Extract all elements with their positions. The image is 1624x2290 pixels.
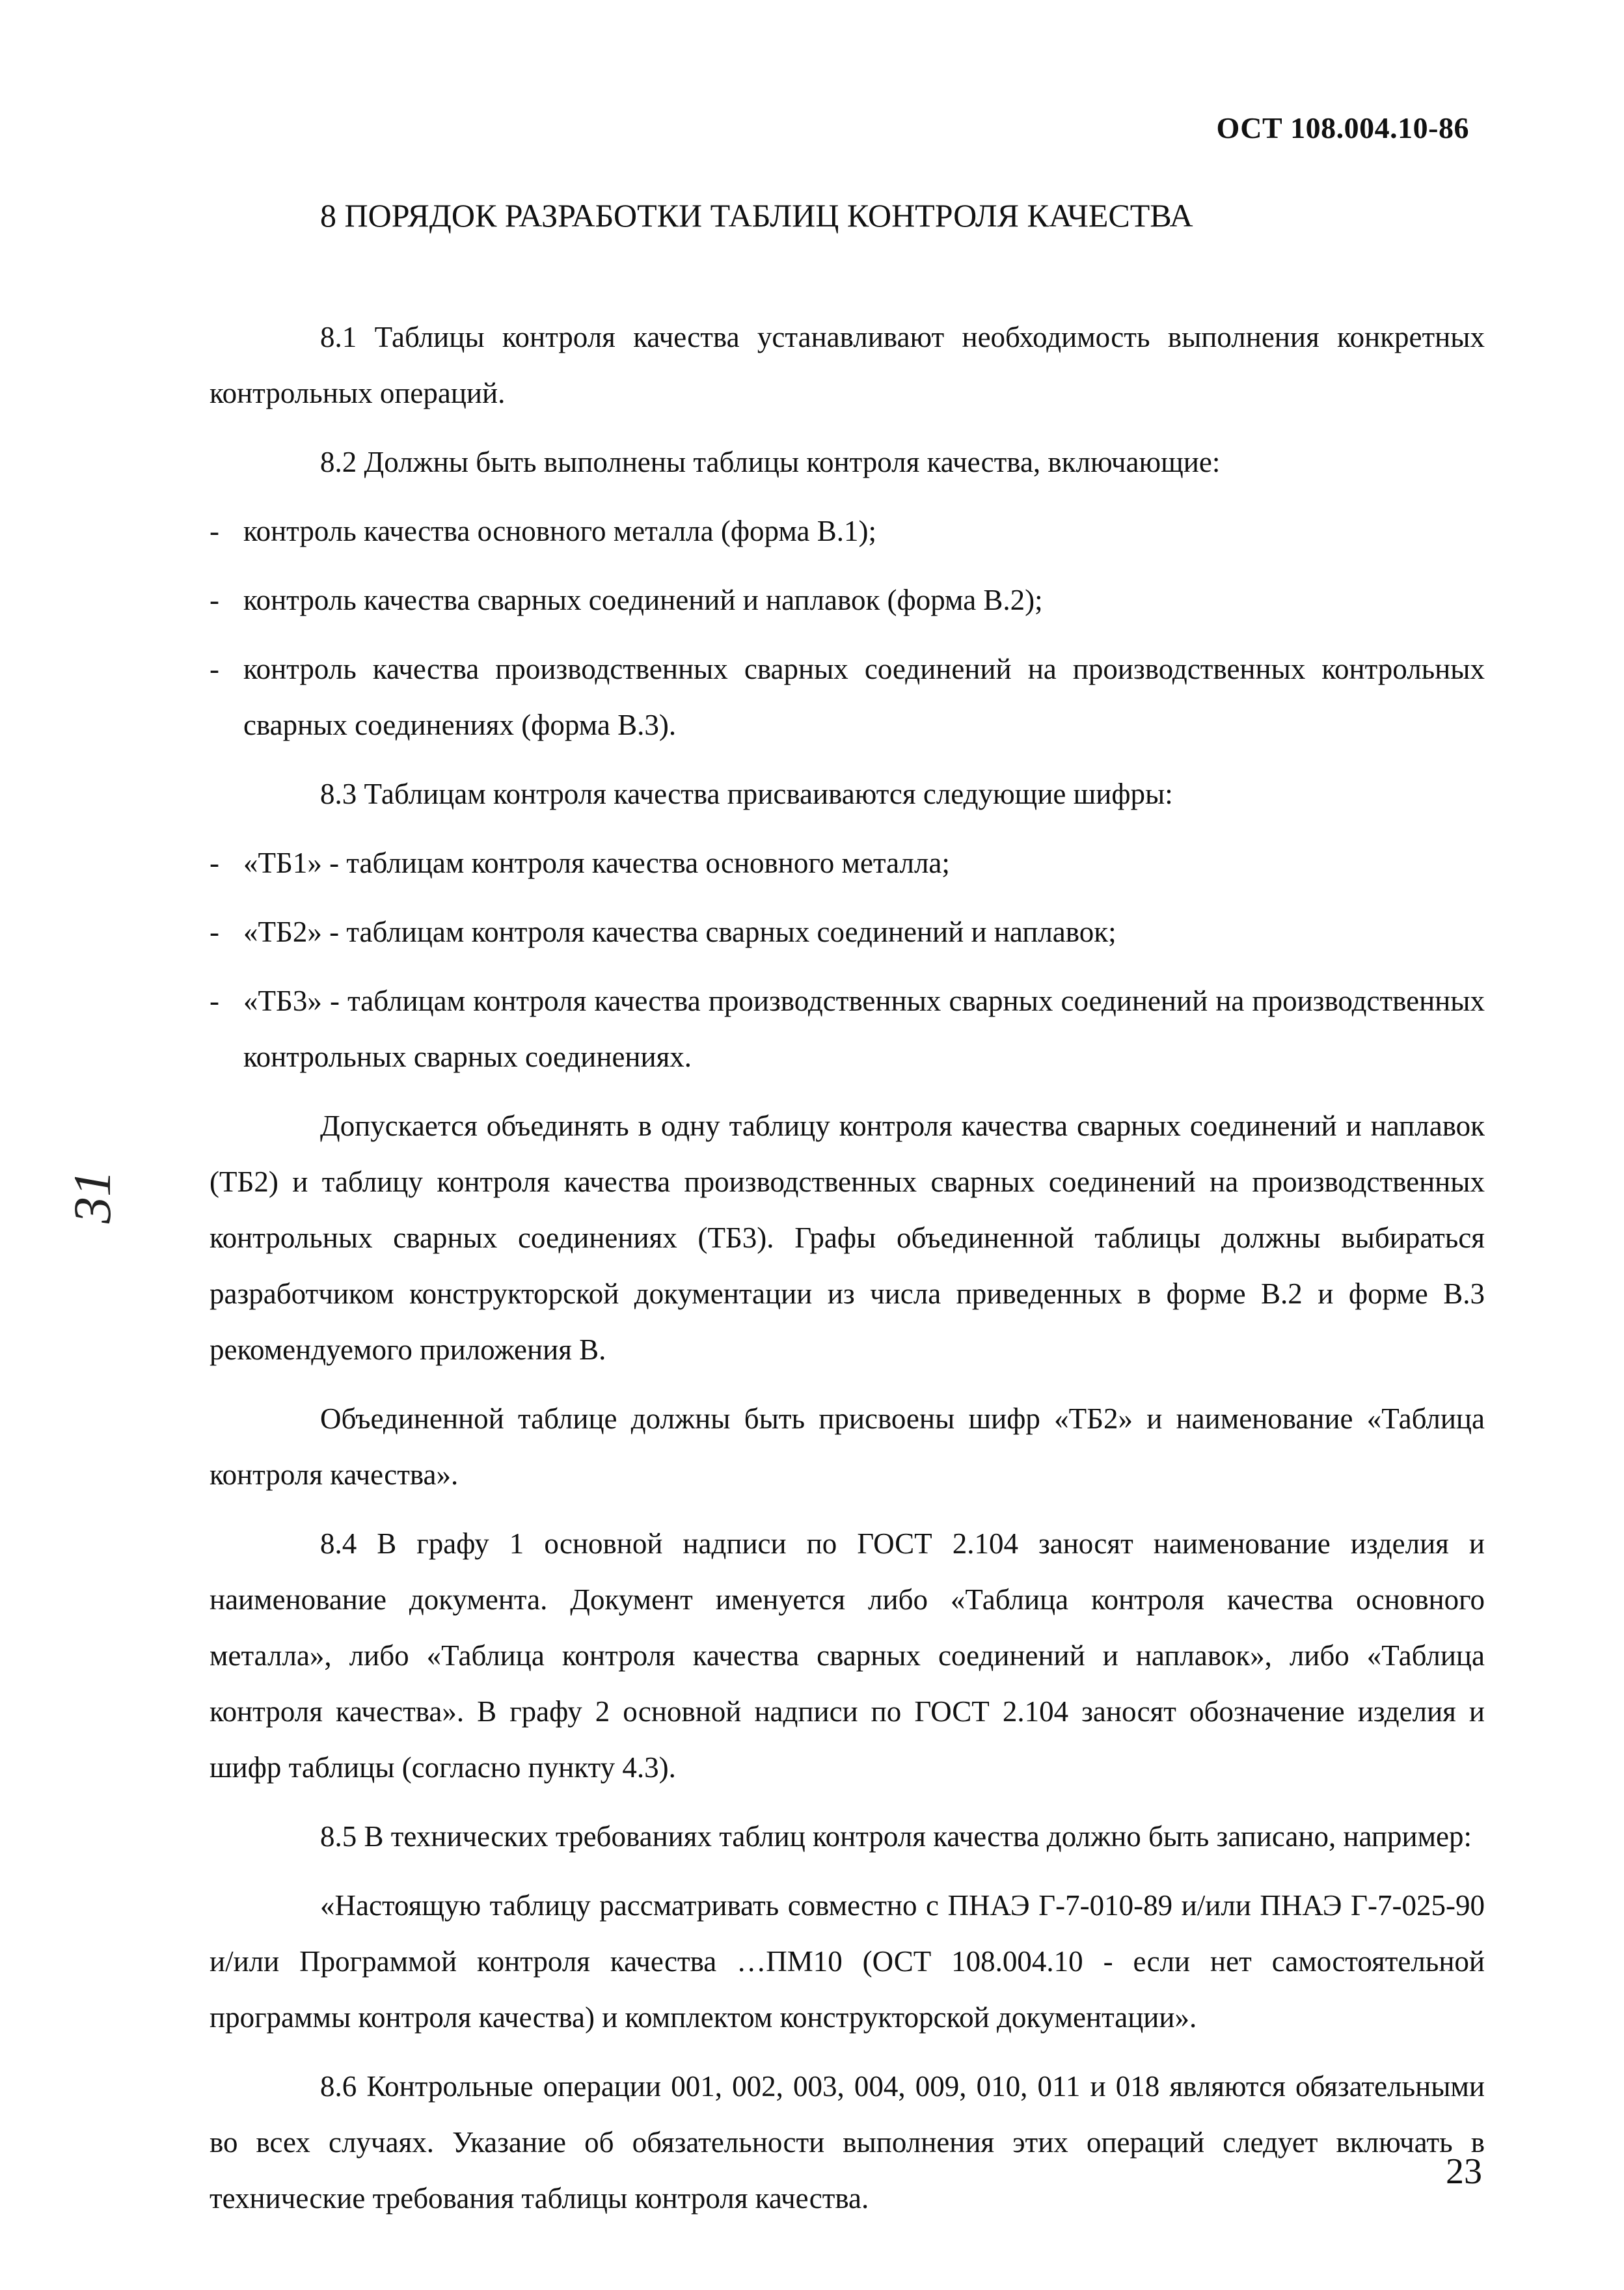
list-item [210,572,1485,628]
paragraph-quote: «Настоящую таблицу рассматривать совместно с ПНАЭ Г-7-010-89 и/или ПНАЭ Г-7-025-90 и/или Программой контроля качества …ПМ10 (ОСТ 108.004.10 - если нет самостоятельной программы контроля качества) и комплектом конструкторской документации». [210,1889,1485,2034]
list-item-text: контроль качества основного металла (форма В.1); [243,515,876,547]
list-item [210,503,1485,559]
page-number: 23 [1446,2151,1482,2192]
list-dash: - [210,515,219,547]
paragraph-8-3: 8.3 Таблицам контроля качества присваиваются следующие шифры: [320,778,1173,810]
list-dash: - [210,653,219,685]
list-item-text: контроль качества сварных соединений и наплавок (форма В.2); [243,584,1043,616]
list-item [210,904,1485,960]
list-item-text: «ТБ1» - таблицам контроля качества основного металла; [243,847,950,879]
paragraph-8-2: 8.2 Должны быть выполнены таблицы контроля качества, включающие: [320,446,1221,478]
paragraph-combined-table: Объединенной таблице должны быть присвоены шифр «ТБ2» и наименование «Таблица контроля качества». [210,1402,1485,1491]
section-title: 8 ПОРЯДОК РАЗРАБОТКИ ТАБЛИЦ КОНТРОЛЯ КАЧЕСТВА [320,197,1193,234]
paragraph-8-1: 8.1 Таблицы контроля качества устанавливают необходимость выполнения конкретных контрольных операций. [210,321,1485,409]
list-dash: - [210,916,219,948]
list-dash: - [210,985,219,1017]
list-item [210,973,1485,1085]
paragraph-8-5: 8.5 В технических требованиях таблиц контроля качества должно быть записано, например: [320,1820,1472,1853]
list-item-text: «ТБ3» - таблицам контроля качества производственных сварных соединений на производственных контрольных сварных соединениях. [243,985,1485,1073]
list-item [210,835,1485,891]
paragraph-8-6: 8.6 Контрольные операции 001, 002, 003, 004, 009, 010, 011 и 018 являются обязательными во всех случаях. Указание об обязательности выполнения этих операций следует включать в технические требования таблицы контроля качества. [210,2070,1485,2215]
list-item-text: «ТБ2» - таблицам контроля качества сварных соединений и наплавок; [243,916,1116,948]
list-dash: - [210,584,219,616]
document-body [210,309,1485,2239]
list-item-text: контроль качества производственных сварных соединений на производственных контрольных сварных соединениях (форма В.3). [243,653,1485,741]
list-item [210,641,1485,753]
handwritten-margin-mark: 31 [62,1170,122,1223]
paragraph-8-4: 8.4 В графу 1 основной надписи по ГОСТ 2.104 заносят наименование изделия и наименование документа. Документ именуется либо «Таблица контроля качества основного металла», либо «Таблица контроля качества сварных соединений и наплавок», либо «Таблица контроля качества». В графу 2 основной надписи по ГОСТ 2.104 заносят обозначение изделия и шифр таблицы (согласно пункту 4.3). [210,1527,1485,1784]
paragraph-allow-combine: Допускается объединять в одну таблицу контроля качества сварных соединений и наплавок (ТБ2) и таблицу контроля качества производственных сварных соединений на производственных контрольных сварных соединениях (ТБ3). Графы объединенной таблицы должны выбираться разработчиком конструкторской документации из числа приведенных в форме В.2 и форме В.3 рекомендуемого приложения В. [210,1110,1485,1366]
list-dash: - [210,847,219,879]
document-code: ОСТ 108.004.10-86 [1216,111,1469,144]
